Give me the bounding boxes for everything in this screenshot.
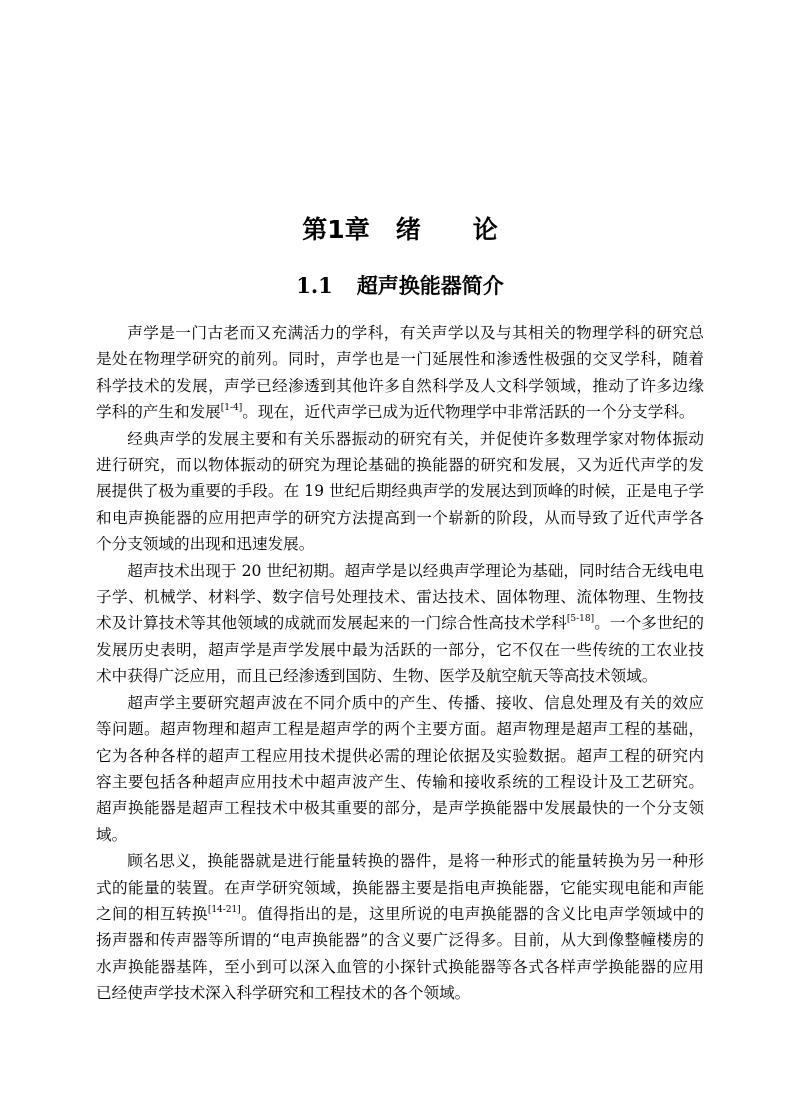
paragraph-2 [96, 426, 704, 558]
section-title [0, 271, 800, 301]
paragraph-3 [96, 558, 704, 690]
chapter-word-1: 绪 [395, 215, 421, 244]
section-heading-text: 超声换能器简介 [356, 273, 504, 298]
paragraph-text: 。一个多世纪的发展历史表明，超声学是声学发展中最为活跃的一部分，它不仅在一些传统的工农业技术中获得广泛应用，而且已经渗透到国防、生物、医学及航空航天等高技术领域。 [96, 614, 704, 686]
paragraph-text: 经典声学的发展主要和有关乐器振动的研究有关，并促使许多数理学家对物体振动进行研究，而以物体振动的研究为理论基础的换能器的研究和发展，又为近代声学的发展提供了极为重要的手段。在 19 世纪后期经典声学的发展达到顶峰的时候，正是电子学和电声换能器的应用把声学的研究方法提高到一个崭新的阶段，从而导致了近代声学各个分支领域的出现和迅速发展。 [96, 429, 704, 554]
chapter-word-2: 论 [472, 215, 498, 244]
section-number: 1.1 [296, 273, 333, 298]
paragraph-4 [96, 690, 704, 848]
paragraph-1 [96, 320, 704, 426]
paragraph-text: 超声学主要研究超声波在不同介质中的产生、传播、接收、信息处理及有关的效应等问题。超声物理和超声工程是超声学的两个主要方面。超声物理是超声工程的基础，它为各种各样的超声工程应用技术提供必需的理论依据及实验数据。超声工程的研究内容主要包括各种超声应用技术中超声波产生、传输和接收系统的工程设计及工艺研究。超声换能器是超声工程技术中极其重要的部分，是声学换能器中发展最快的一个分支领域。 [96, 693, 704, 844]
paragraph-text: 。现在，近代声学已成为近代物理学中非常活跃的一个分支学科。 [242, 403, 695, 422]
citation: [5-18] [566, 614, 595, 625]
paragraph-text: 顾名思义，换能器就是进行能量转换的器件，是将一种形式的能量转换为另一种形式的能量的装置。在声学研究领域，换能器主要是指电声换能器，它能实现电能和声能之间的相互转换 [96, 852, 704, 923]
chapter-prefix: 第 [302, 215, 328, 244]
paragraph-text: 。值得指出的是，这里所说的电声换能器的含义比电声学领域中的扬声器和传声器等所谓的“电声换能器”的含义要广泛得多。目前，从大到像整幢楼房的水声换能器基阵，至小到可以深入血管的小探针式换能器等各式各样声学换能器的应用已经使声学技术深入科学研究和工程技术的各个领域。 [96, 904, 704, 1003]
chapter-title [0, 213, 800, 247]
chapter-number: 1 [327, 215, 345, 244]
body-text [96, 320, 704, 1007]
chapter-suffix: 章 [344, 215, 370, 244]
paragraph-text: 超声技术出现于 20 世纪初期。超声学是以经典声学理论为基础，同时结合无线电电子学、机械学、材料学、数字信号处理技术、雷达技术、固体物理、流体物理、生物技术及计算技术等其他领域的成就而发展起来的一门综合性高技术学科 [96, 561, 704, 633]
citation: [1-4] [220, 403, 243, 414]
paragraph-5 [96, 848, 704, 1006]
citation: [14-21] [207, 904, 241, 915]
paragraph-text: 声学是一门古老而又充满活力的学科，有关声学以及与其相关的物理学科的研究总是处在物理学研究的前列。同时，声学也是一门延展性和渗透性极强的交叉学科，随着科学技术的发展，声学已经渗透到其他许多自然科学及人文科学领域，推动了许多边缘学科的产生和发展 [96, 324, 704, 422]
